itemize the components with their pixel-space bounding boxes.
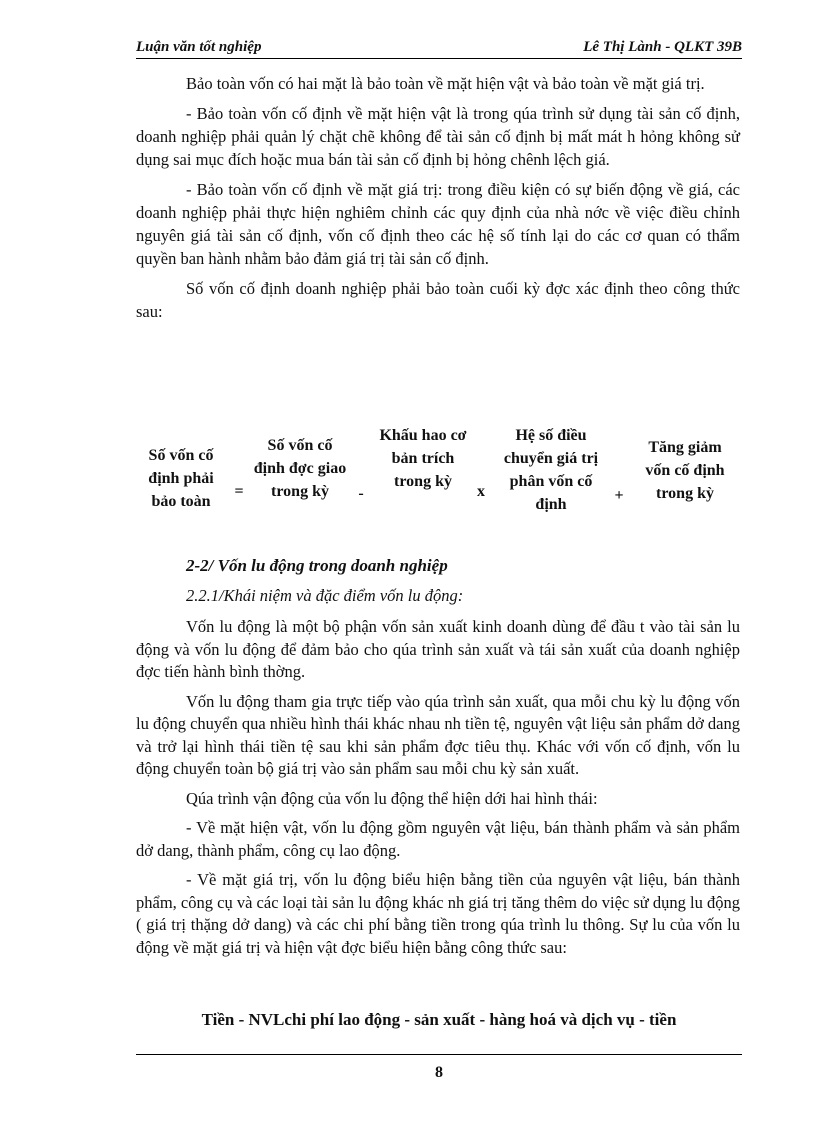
paragraph: - Bảo toàn vốn cố định về mặt giá trị: trong điều kiện có sự biến động về giá, các doanh nghiệp phải thực hiện nghiêm chỉnh các quy định của nhà nớc về việc điều chỉnh nguyên giá tài sản cố định, vốn cố định theo các hệ số tính lại do các cơ quan có thẩm quyền ban hành nhằm bảo đảm giá trị tài sản cố định. [136, 180, 740, 268]
header-author-label: Lê Thị Lành - QLKT 39B [583, 39, 742, 55]
page-number: 8 [435, 1064, 443, 1081]
formula-term-1: Số vốn cố định phải bảo toàn [148, 447, 214, 510]
paragraph: - Bảo toàn vốn cố định về mặt hiện vật là trong qúa trình sử dụng tài sản cố định, doanh nghiệp phải quản lý chặt chẽ không để tài sản cố định bị mất mát h hỏng không sử dụng sai mục đích hoặc mua bán tài sản cố định bị hỏng chênh lệch giá. [136, 104, 740, 169]
paragraph: - Về mặt hiện vật, vốn lu động gồm nguyên vật liệu, bán thành phẩm và sản phẩm dở dang, thành phẩm, công cụ lao động. [136, 818, 740, 860]
formula-plus: + [614, 487, 624, 504]
formula-term-2: Số vốn cố định đợc giao trong kỳ [253, 437, 347, 500]
formula-times: x [477, 483, 485, 500]
formula-block [136, 424, 742, 534]
subsection-title: 2.2.1/Khái niệm và đặc điểm vốn lu động: [186, 586, 464, 605]
circulation-formula: Tiền - NVLchi phí lao động - sản xuất - hàng hoá và dịch vụ - tiền [201, 1010, 677, 1029]
paragraph: Vốn lu động tham gia trực tiếp vào qúa trình sản xuất, qua mỗi chu kỳ lu động vốn lu động chuyển qua nhiều hình thái khác nhau nh tiền tệ, nguyên vật liệu sản phẩm dở dang và trở lại hình thái tiền tệ sau khi sản phẩm đợc tiêu thụ. Khác với vốn cố định, vốn lu động chuyển toàn bộ giá trị vào sản phẩm sau mỗi chu kỳ sản xuất. [136, 691, 740, 778]
section-title: 2-2/ Vốn lu động trong doanh nghiệp [186, 556, 448, 575]
paragraph: Bảo toàn vốn có hai mặt là bảo toàn về mặt hiện vật và bảo toàn về mặt giá trị. [186, 74, 705, 93]
formula-term-3: Khấu hao cơ bản trích trong kỳ [379, 427, 467, 490]
formula-minus: - [358, 485, 364, 502]
page-header [136, 38, 742, 59]
body-top [136, 72, 740, 330]
formula-equals: = [234, 483, 244, 500]
paragraph: - Về mặt giá trị, vốn lu động biểu hiện bằng tiền của nguyên vật liệu, bán thành phẩm, công cụ và các loại tài sản lu động khác nh giá trị tăng thêm do việc sử dụng lu động ( giá trị thặng dở dang) và các chi phí bằng tiền trong qúa trình lu thông. Sự lu của vốn lu động về mặt giá trị và hiện vật đợc biểu hiện bằng công thức sau: [136, 870, 740, 957]
header-thesis-label: Luận văn tốt nghiệp [136, 39, 262, 55]
paragraph: Số vốn cố định doanh nghiệp phải bảo toàn cuối kỳ đợc xác định theo công thức sau: [136, 279, 740, 321]
formula-term-5: Tăng giảm vốn cố định trong kỳ [645, 439, 725, 502]
body-bottom [136, 616, 740, 966]
formula-term-4: Hệ số điều chuyển giá trị phân vốn cố định [503, 427, 599, 513]
footer-divider [136, 1054, 742, 1055]
paragraph: Vốn lu động là một bộ phận vốn sản xuất kinh doanh dùng để đầu t vào tài sản lu động và vốn lu động để đảm bảo cho qúa trình sản xuất và tái sản xuất của doanh nghiệp đợc tiến hành bình thờng. [136, 617, 740, 681]
paragraph: Qúa trình vận động của vốn lu động thể hiện dới hai hình thái: [186, 788, 598, 808]
